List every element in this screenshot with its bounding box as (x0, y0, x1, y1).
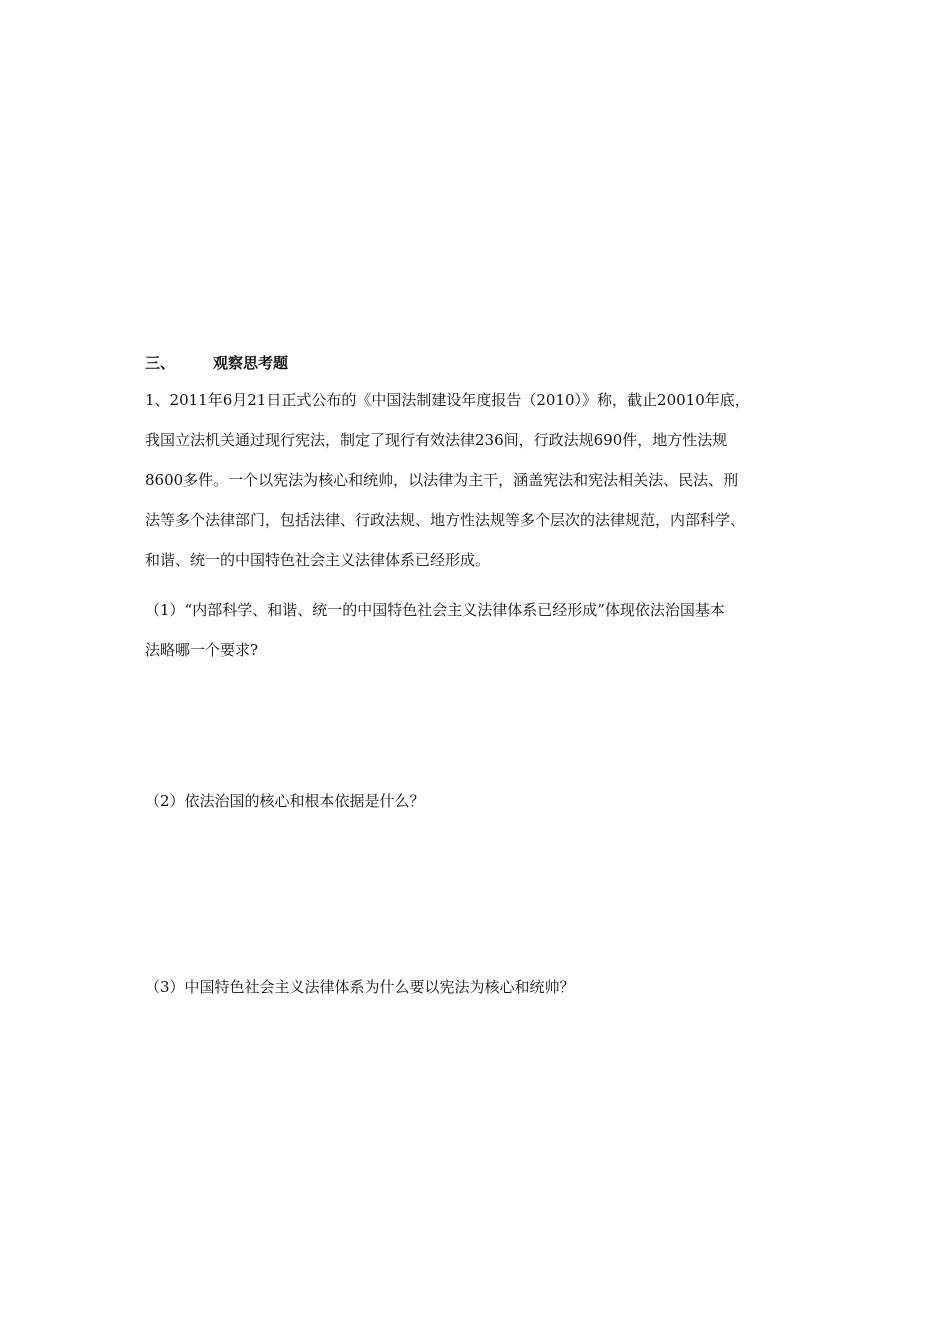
question-1 (145, 590, 725, 670)
material-paragraph (145, 380, 813, 580)
material-line: 法等多个法律部门，包括法律、行政法规、地方性法规等多个层次的法律规范，内部科学、 (145, 511, 746, 529)
question-2: （2）依法治国的核心和根本依据是什么？ (145, 792, 425, 810)
section-title: 观察思考题 (213, 354, 289, 372)
question-1-line: 法略哪一个要求? (145, 641, 259, 659)
question-1-line: （1）“内部科学、和谐、统一的中国特色社会主义法律体系已经形成”体现依法治国基本 (145, 601, 725, 619)
material-line: 和谐、统一的中国特色社会主义法律体系已经形成。 (145, 551, 491, 569)
section-heading (145, 352, 288, 373)
section-number: 三、 (145, 354, 176, 372)
question-3: （3）中国特色社会主义法律体系为什么要以宪法为核心和统帅？ (145, 978, 575, 996)
material-line: 1、2011年6月21日正式公布的《中国法制建设年度报告（2010）》称，截止20010年底， (145, 391, 750, 409)
material-line: 我国立法机关通过现行宪法，制定了现行有效法律236间，行政法规690件，地方性法规 (145, 431, 728, 449)
material-line: 8600多件。一个以宪法为核心和统帅，以法律为主干，涵盖宪法和宪法相关法、民法、刑 (145, 471, 739, 489)
